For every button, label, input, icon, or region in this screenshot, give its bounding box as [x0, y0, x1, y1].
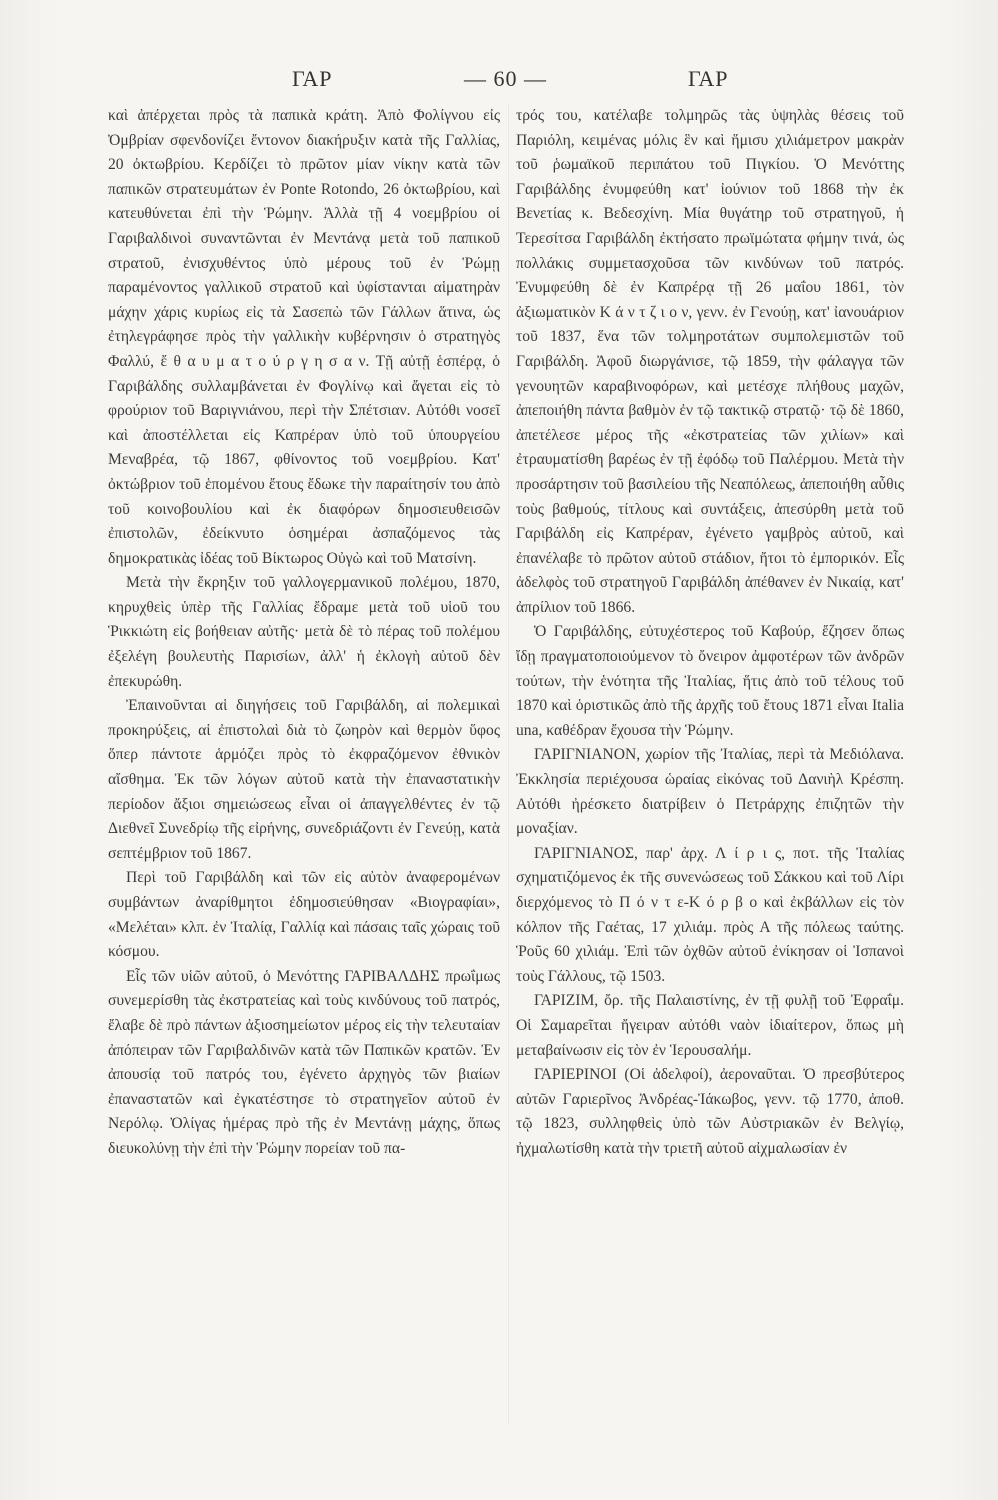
page-number: — 60 —: [464, 66, 547, 91]
running-header: [104, 66, 896, 98]
left-paragraph-3: Ἐπαινοῦνται αἱ διηγήσεις τοῦ Γαριβάλδη, αἱ πολεμικαὶ προκηρύξεις, αἱ ἐπιστολαὶ διὰ τὸ ζωηρὸν καὶ θερμὸν ὕφος ὅπερ πάντοτε ἁρμόζει πρὸς τὸ ἐκφραζόμενον ἐθνικὸν αἴσθημα. Ἐκ τῶν λόγων αὐτοῦ κατὰ τὴν ἐπαναστατικὴν περίοδον ἄξιοι σημειώσεως εἶναι οἱ ἀπαγγελθέντες ἐν τῷ Διεθνεῖ Συνεδρίῳ τῆς εἰρήνης, συνεδριάζοντι ἐν Γενεύῃ, κατὰ σεπτέμβριον τοῦ 1867.: [108, 697, 500, 862]
left-column: [108, 104, 500, 1162]
header-right-term: ΓΑΡ: [688, 66, 729, 91]
right-entry-garierinoi: ΓΑΡΙΕΡΙΝΟΙ (Οἱ ἀδελφοί), ἀεροναῦται. Ὁ πρεσβύτερος αὐτῶν Γαριερῖνος Ἀνδρέας-Ἰάκωβος, γενν. τῷ 1770, ἀποθ. τῷ 1823, συλληφθεὶς ὑπὸ τῶν Αὐστριακῶν ἐν Βελγίῳ, ἠχμαλωτίσθη κατὰ τὴν τριετῆ αὐτοῦ αἰχμαλωσίαν ἐν: [516, 1066, 904, 1157]
right-column: [516, 104, 904, 1162]
right-entry-garizim: ΓΑΡΙΖΙΜ, ὄρ. τῆς Παλαιστίνης, ἐν τῇ φυλῇ τοῦ Ἐφραΐμ. Οἱ Σαμαρεῖται ἤγειραν αὐτόθι ναὸν ἰδιαίτερον, ὅπως μὴ μεταβαίνωσιν εἰς τὸν ἐν Ἱερουσαλήμ.: [516, 992, 904, 1059]
right-paragraph-1: τρός του, κατέλαβε τολμηρῶς τὰς ὑψηλὰς θέσεις τοῦ Παριόλη, κειμένας μόλις ἓν καὶ ἥμισυ χιλιάμετρον μακρὰν τοῦ ῥωμαϊκοῦ περιπάτου τοῦ Πιγκίου. Ὁ Μενόττης Γαριβάλδης ἐνυμφεύθη κατ' ἰούνιον τοῦ 1868 τὴν ἐκ Βενετίας κ. Βεδεσχίνη. Μία θυγάτηρ τοῦ στρατηγοῦ, ἡ Τερεσίτσα Γαριβάλδη ἐκτήσατο πρωϊμώτατα φήμην τινά, ὡς πολλάκις συμμετασχοῦσα τῶν κινδύνων τοῦ πατρός. Ἐνυμφεύθη δὲ ἐν Καπρέρᾳ τῇ 26 μαΐου 1861, τὸν ἀξιωματικὸν Κ ά ν τ ζ ι ο ν, γενν. ἐν Γενούῃ, κατ' ἰανουάριον τοῦ 1837, ἕνα τῶν τολμηροτάτων συμπολεμιστῶν τοῦ Γαριβάλδη. Ἀφοῦ διωργάνισε, τῷ 1859, τὴν φάλαγγα τῶν γενουητῶν καραβινοφόρων, καὶ μετέσχε πλήθους μαχῶν, ἀπεποιήθη πάντα βαθμὸν ἐν τῷ τακτικῷ στρατῷ· τῷ δὲ 1860, ἀπετέλεσε μέρος τῆς «ἐκστρατείας τῶν χιλίων» καὶ ἐτραυματίσθη βαρέως ἐν τῇ ἐφόδῳ τοῦ Παλέρμου. Μετὰ τὴν προσάρτησιν τοῦ βασιλείου τῆς Νεαπόλεως, ἀπεποιήθη αὖθις τοὺς βαθμούς, τίτλους καὶ συντάξεις, ἀπεσύρθη μετὰ τοῦ Γαριβάλδη εἰς Καπρέραν, ἐγένετο γαμβρὸς αὐτοῦ, καὶ ἐπανέλαβε τὸ πρῶτον αὐτοῦ στάδιον, ἤτοι τὸ ἐμπορικόν. Εἷς ἀδελφὸς τοῦ στρατηγοῦ Γαριβάλδη ἀπέθανεν ἐν Νικαίᾳ, κατ' ἀπρίλιον τοῦ 1866.: [516, 107, 904, 616]
left-paragraph-1: καὶ ἀπέρχεται πρὸς τὰ παπικὰ κράτη. Ἀπὸ Φολίγνου εἰς Ὀμβρίαν σφενδονίζει ἔντονον διακήρυξιν κατὰ τῆς Γαλλίας, 20 ὀκτωβρίου. Κερδίζει τὸ πρῶτον μίαν νίκην κατὰ τῶν παπικῶν στρατευμάτων ἐν Ponte Rotondo, 26 ὀκτωβρίου, καὶ κατευθύνεται ἐπὶ τὴν Ῥώμην. Ἀλλὰ τῇ 4 νοεμβρίου οἱ Γαριβαλδινοὶ συναντῶνται ἐν Μεντάνᾳ μετὰ τοῦ παπικοῦ στρατοῦ, ἐνισχυθέντος ὑπὸ μέρους τοῦ ἐν Ῥώμῃ παραμένοντος γαλλικοῦ στρατοῦ καὶ ὑφίστανται αἱματηρὰν μάχην χάρις κυρίως εἰς τὰ Σασεπὼ τῶν Γάλλων ἅτινα, ὡς ἐτηλεγράφησε πρὸς τὴν γαλλικὴν κυβέρνησιν ὁ στρατηγὸς Φαλλύ, ἔ θ α υ μ α τ ο ύ ρ γ η σ α ν. Τῇ αὐτῇ ἑσπέρᾳ, ὁ Γαριβάλδης συλλαμβάνεται ἐν Φογλίνῳ καὶ ἄγεται εἰς τὸ φρούριον τοῦ Βαριγνιάνου, περὶ τὴν Σπέτσιαν. Αὐτόθι νοσεῖ καὶ ἀποστέλλεται εἰς Καπρέραν ὑπὸ τοῦ ὑπουργείου Μεναβρέα, τῷ 1867, φθίνοντος τοῦ νοεμβρίου. Κατ' ὀκτώβριον τοῦ ἑπομένου ἔτους ἔδωκε τὴν παραίτησίν του ἀπὸ τοῦ κοινοβουλίου καὶ ἐκ διαφόρων δημοσιευθεισῶν ἐπιστολῶν, ἐδείκνυτο ὁσημέραι ἀσπαζόμενος τὰς δημοκρατικὰς ἰδέας τοῦ Βίκτωρος Οὐγὼ καὶ τοῦ Ματσίνη.: [108, 107, 500, 567]
right-paragraph-2: Ὁ Γαριβάλδης, εὐτυχέστερος τοῦ Καβούρ, ἔζησεν ὅπως ἴδῃ πραγματοποιούμενον τὸ ὄνειρον ἀμφοτέρων τῶν ἀνδρῶν τούτων, τὴν ἑνότητα τῆς Ἰταλίας, ἥτις ἀπὸ τοῦ τέλους τοῦ 1870 καὶ ὁριστικῶς ἀπὸ τῆς ἀρχῆς τοῦ ἔτους 1871 εἶναι Italia una, καθέδραν ἔχουσα τὴν Ῥώμην.: [516, 623, 904, 739]
column-gutter: [508, 104, 509, 1424]
left-paragraph-4: Περὶ τοῦ Γαριβάλδη καὶ τῶν εἰς αὐτὸν ἀναφερομένων συμβάντων ἀναρίθμητοι ἐδημοσιεύθησαν «Βιογραφίαι», «Μελέται» κλπ. ἐν Ἰταλίᾳ, Γαλλίᾳ καὶ πάσαις ταῖς χώραις τοῦ κόσμου.: [108, 869, 500, 961]
right-entry-garignianon: ΓΑΡΙΓΝΙΑΝΟΝ, χωρίον τῆς Ἰταλίας, περὶ τὰ Μεδιόλανα. Ἐκκλησία περιέχουσα ὡραίας εἰκόνας τοῦ Δανιὴλ Κρέσπη. Αὐτόθι ἠρέσκετο διατρίβειν ὁ Πετράρχης ἐπιζητῶν τὴν μοναξίαν.: [516, 746, 904, 838]
left-paragraph-2: Μετὰ τὴν ἔκρηξιν τοῦ γαλλογερμανικοῦ πολέμου, 1870, κηρυχθεὶς ὑπὲρ τῆς Γαλλίας ἔδραμε μετὰ τοῦ υἱοῦ του Ῥικκιώτη εἰς βοήθειαν αὐτῆς· μετὰ δὲ τὸ πέρας τοῦ πολέμου ἐξελέγη βουλευτὴς Παρισίων, ἀλλ' ἡ ἐκλογὴ αὐτοῦ δὲν ἐπεκυρώθη.: [108, 574, 500, 690]
right-entry-garignianos: ΓΑΡΙΓΝΙΑΝΟΣ, παρ' ἀρχ. Λ ί ρ ι ς, ποτ. τῆς Ἰταλίας σχηματιζόμενος ἐκ τῆς συνενώσεως τοῦ Σάκκου καὶ τοῦ Λίρι διερχόμενος τὸ Π ό ν τ ε-Κ ό ρ β ο καὶ ἐκβάλλων εἰς τὸν κόλπον τῆς Γαέτας, 17 χιλιάμ. πρὸς Α τῆς πόλεως ταύτης. Ῥοῦς 60 χιλιάμ. Ἐπὶ τῶν ὀχθῶν αὐτοῦ ἐνίκησαν οἱ Ἰσπανοὶ τοὺς Γάλλους, τῷ 1503.: [516, 844, 904, 985]
left-paragraph-5: Εἷς τῶν υἱῶν αὐτοῦ, ὁ Μενόττης ΓΑΡΙΒΑΛΔΗΣ πρωΐμως συνεμερίσθη τὰς ἐκστρατείας καὶ τοὺς κινδύνους τοῦ πατρός, ἔλαβε δὲ πρὸ πάντων ἀξιοσημείωτον μέρος εἰς τὴν τελευταίαν ἀπόπειραν τῶν Γαριβαλδινῶν κατὰ τῶν Παπικῶν κρατῶν. Ἐν ἀπουσίᾳ τοῦ πατρός του, ἐγένετο ἀρχηγὸς τῶν βιαίων ἐπαναστατῶν καὶ ἐγκατέστησε τὸ στρατηγεῖον αὐτοῦ ἐν Νερόλῳ. Ὀλίγας ἡμέρας πρὸ τῆς ἐν Μεντάνῃ μάχης, ὅπως διευκολύνῃ τὴν ἐπὶ τὴν Ῥώμην πορείαν τοῦ πα-: [108, 967, 500, 1157]
header-left-term: ΓΑΡ: [292, 66, 333, 91]
